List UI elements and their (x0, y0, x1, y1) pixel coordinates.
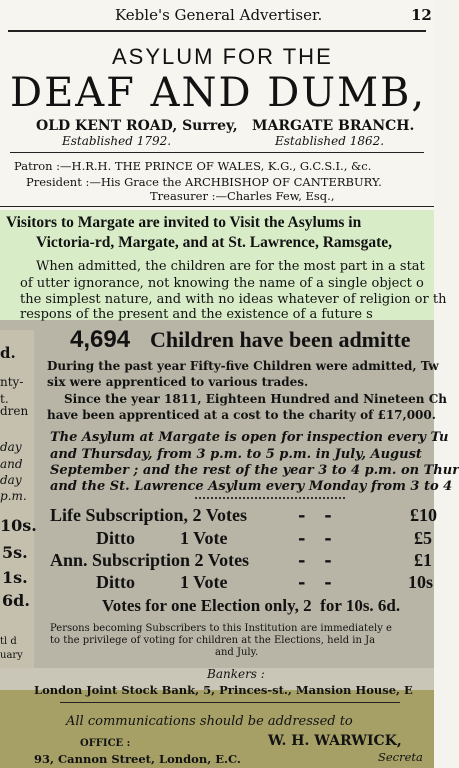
margin-fragment: and (0, 457, 23, 471)
subscription-dashes: - - (298, 528, 332, 549)
admission-line-3: the simplest nature, and with no ideas whatever of religion or th (20, 292, 447, 307)
secretary-title: Secreta (378, 750, 423, 764)
location-right-name: MARGATE BRANCH. (252, 118, 415, 134)
officers-rule (0, 206, 434, 207)
subscription-amount: 10s (408, 572, 434, 592)
subscription-label: Ann. Subscription 2 Votes (50, 550, 250, 570)
admission-line-2: of utter ignorance, not knowing the name of a single object o (20, 276, 424, 291)
bankers-line: London Joint Stock Bank, 5, Princes-st., Mansion House, E (34, 683, 413, 697)
admission-line-1: When admitted, the children are for the most part in a stat (36, 259, 425, 274)
margin-fragment: 1s. (2, 568, 28, 587)
margin-fragment: 6d. (2, 591, 30, 610)
margin-fragment: day (0, 473, 22, 487)
visitors-line-2: Victoria-rd, Margate, and at St. Lawrence, Ramsgate, (36, 234, 392, 251)
inspection-line-3: September ; and the rest of the year 3 to 4 p.m. on Thur (50, 463, 459, 478)
subscribers-note-line-1: Persons becoming Subscribers to this Institution are immediately e (50, 623, 392, 634)
votes-line: Votes for one Election only, 2 for 10s. 6d. (102, 596, 401, 615)
admission-line-4: respons of the present and the existence of a future s (20, 307, 373, 322)
subscription-label: Ditto 1 Vote (96, 572, 228, 592)
location-left-est: Established 1792. (62, 134, 172, 148)
subscription-amount: £1 (414, 550, 432, 570)
margin-fragment: p.m. (0, 489, 27, 503)
running-title: Keble's General Advertiser. (115, 6, 323, 24)
stats-para1-line1: During the past year Fifty-five Children were admitted, Tw (47, 359, 439, 373)
margin-fragment: 5s. (2, 543, 28, 562)
communications-line: All communications should be addressed to (66, 714, 353, 729)
inspection-line-1: The Asylum at Margate is open for inspection every Tu (50, 430, 449, 445)
margin-fragment: d. (0, 344, 16, 362)
treasurer-line: Treasurer :—Charles Few, Esq., (150, 189, 335, 203)
stats-para2-line2: have been apprenticed at a cost to the charity of £17,000. (47, 408, 436, 422)
secretary-name: W. H. WARWICK, (268, 733, 402, 749)
location-left-name: OLD KENT ROAD, Surrey, (36, 118, 238, 134)
subscription-label: Life Subscription, 2 Votes (50, 505, 248, 525)
office-label: OFFICE : (80, 738, 131, 749)
subscribers-note-line-2: to the privilege of voting for children at the Elections, held in Ja (50, 635, 376, 646)
title-line-1: ASYLUM FOR THE (112, 44, 333, 69)
margin-fragment: tl d (0, 636, 17, 647)
location-right-est: Established 1862. (275, 134, 385, 148)
children-count: 4,694 (70, 326, 131, 353)
margin-fragment: t. (0, 392, 9, 406)
president-line: President :—His Grace the ARCHBISHOP OF CANTERBURY. (26, 175, 382, 189)
bankers-heading: Bankers : (207, 667, 265, 681)
locations-rule (10, 152, 424, 153)
bankers-rule (60, 702, 400, 703)
subscription-amount: £5 (414, 528, 432, 548)
margin-fragment: uary (0, 650, 23, 661)
subscription-dashes: - - (298, 572, 332, 593)
visitors-line-1: Visitors to Margate are invited to Visit the Asylums in (6, 214, 362, 231)
subscription-label: Ditto 1 Vote (96, 528, 228, 548)
subscription-dashes: - - (298, 505, 332, 526)
stats-para1-line2: six were apprenticed to various trades. (47, 375, 309, 389)
divider-ornament (195, 497, 345, 502)
subscribers-note-line-3: and July. (215, 647, 259, 658)
subscription-amount: £10 (410, 505, 437, 525)
page-number: 12 (411, 6, 432, 24)
subscription-dashes: - - (298, 550, 332, 571)
inspection-line-2: and Thursday, from 3 p.m. to 5 p.m. in July, August (50, 447, 422, 462)
children-headline: Children have been admitte (150, 327, 411, 352)
title-line-2: DEAF AND DUMB, (10, 70, 427, 116)
margin-fragment: nty- (0, 375, 24, 389)
margin-fragment: day (0, 440, 22, 454)
stats-para2-line1: Since the year 1811, Eighteen Hundred and Nineteen Ch (64, 392, 447, 406)
margin-fragment: 10s. (0, 516, 37, 535)
office-address: 93, Cannon Street, London, E.C. (34, 752, 241, 766)
margin-fragment: dren (0, 404, 29, 418)
patron-line: Patron :—H.R.H. THE PRINCE OF WALES, K.G., G.C.S.I., &c. (14, 159, 372, 173)
header-rule (8, 30, 426, 32)
inspection-line-4: and the St. Lawrence Asylum every Monday from 3 to 4 (50, 479, 453, 494)
